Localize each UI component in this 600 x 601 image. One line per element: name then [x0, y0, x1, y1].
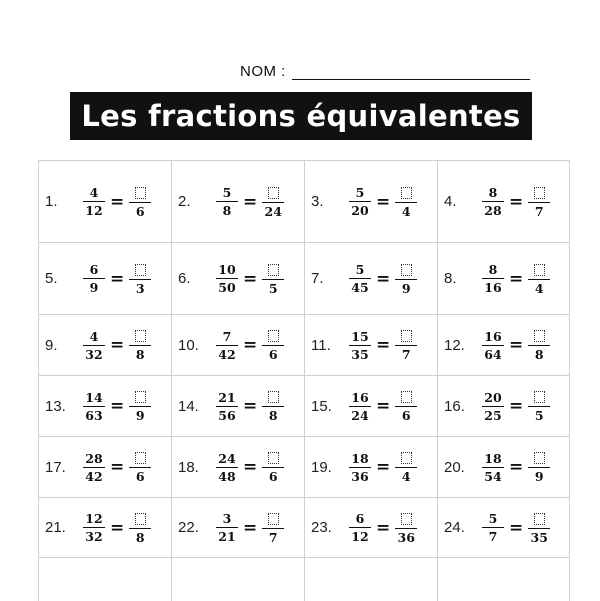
- fraction-bar: [528, 467, 550, 468]
- exercise-cell: [172, 161, 305, 243]
- equals-sign: =: [376, 517, 391, 538]
- fraction-equation: [482, 185, 550, 219]
- fraction-bar: [262, 528, 284, 529]
- answer-fraction: [395, 389, 417, 423]
- denominator: 9: [89, 280, 99, 295]
- given-fraction: [216, 451, 238, 484]
- equals-sign: =: [243, 517, 258, 538]
- given-fraction: [83, 511, 105, 544]
- exercise-number: 17.: [45, 458, 66, 476]
- denominator: 8: [534, 347, 544, 362]
- fraction-bar: [129, 528, 151, 529]
- fraction-equation: [482, 328, 550, 362]
- numerator: 20: [484, 389, 502, 405]
- fraction-bar: [129, 406, 151, 407]
- exercise-number: 22.: [178, 519, 199, 536]
- answer-box[interactable]: [135, 452, 146, 464]
- denominator: 7: [534, 203, 544, 219]
- answer-box[interactable]: [135, 187, 146, 199]
- denominator: 5: [268, 280, 278, 296]
- answer-box[interactable]: [268, 187, 279, 199]
- exercise-number: 1.: [45, 193, 58, 210]
- numerator: 18: [484, 450, 502, 466]
- fraction-bar: [83, 527, 105, 528]
- fraction-bar: [83, 406, 105, 407]
- answer-fraction: [129, 511, 151, 545]
- fraction-bar: [349, 345, 371, 346]
- fraction-bar: [349, 406, 371, 407]
- given-fraction: [83, 390, 105, 423]
- answer-box[interactable]: [401, 330, 412, 342]
- denominator: 8: [268, 408, 278, 423]
- answer-box[interactable]: [268, 391, 279, 403]
- denominator: 45: [351, 280, 369, 295]
- given-fraction: [482, 451, 504, 484]
- fraction-bar: [129, 279, 151, 280]
- denominator: 24: [351, 407, 369, 423]
- fraction-equation: [83, 185, 151, 219]
- given-fraction: [216, 329, 238, 362]
- answer-fraction: [395, 262, 417, 296]
- exercise-cell: [305, 243, 438, 315]
- exercise-number: 8.: [444, 270, 457, 287]
- fraction-bar: [262, 467, 284, 468]
- numerator: 21: [218, 389, 236, 405]
- answer-fraction: [395, 185, 417, 219]
- exercise-cell: [438, 437, 570, 498]
- answer-box[interactable]: [135, 330, 146, 342]
- given-fraction: [349, 390, 371, 423]
- denominator: 54: [484, 468, 502, 484]
- given-fraction: [83, 185, 105, 218]
- fraction-equation: [216, 450, 284, 484]
- fraction-bar: [216, 406, 238, 407]
- fraction-bar: [528, 528, 550, 529]
- fraction-bar: [482, 201, 504, 202]
- fraction-equation: [216, 511, 284, 545]
- exercise-cell: [438, 498, 570, 558]
- denominator: 12: [85, 203, 103, 218]
- name-blank-line[interactable]: [292, 65, 530, 80]
- answer-fraction: [528, 389, 550, 423]
- fraction-bar: [528, 202, 550, 203]
- given-fraction: [349, 329, 371, 362]
- answer-box[interactable]: [401, 513, 412, 525]
- given-fraction: [349, 262, 371, 295]
- fraction-bar: [482, 467, 504, 468]
- denominator: 4: [534, 280, 544, 296]
- denominator: 12: [351, 529, 369, 544]
- denominator: 5: [534, 408, 544, 423]
- exercise-cell: [438, 376, 570, 437]
- denominator: 4: [401, 469, 411, 484]
- denominator: 28: [484, 203, 502, 218]
- given-fraction: [482, 262, 504, 295]
- exercise-cell: [172, 315, 305, 376]
- fraction-bar: [129, 202, 151, 203]
- denominator: 20: [351, 203, 369, 218]
- numerator: 16: [351, 389, 369, 405]
- fraction-equation: [83, 511, 151, 545]
- given-fraction: [216, 390, 238, 423]
- exercise-number: 18.: [178, 458, 199, 476]
- denominator: 9: [401, 280, 411, 296]
- denominator: 25: [484, 407, 502, 423]
- fraction-equation: [216, 262, 284, 296]
- equals-sign: =: [376, 191, 391, 212]
- answer-box[interactable]: [135, 391, 146, 403]
- exercise-cell: [39, 498, 172, 558]
- answer-box[interactable]: [401, 391, 412, 403]
- answer-box[interactable]: [135, 513, 146, 525]
- exercise-number: 24.: [444, 519, 465, 536]
- fraction-bar: [395, 345, 417, 346]
- exercise-number: 9.: [45, 336, 58, 354]
- fraction-bar: [395, 406, 417, 407]
- equals-sign: =: [376, 457, 391, 477]
- equals-sign: =: [376, 268, 391, 289]
- denominator: 56: [218, 407, 236, 423]
- denominator: 9: [534, 469, 544, 484]
- fraction-bar: [129, 467, 151, 468]
- fraction-bar: [528, 345, 550, 346]
- denominator: 7: [488, 529, 498, 544]
- denominator: 6: [401, 408, 411, 423]
- numerator: 6: [89, 262, 99, 277]
- numerator: 10: [218, 262, 236, 277]
- exercise-cell: [305, 498, 438, 558]
- equals-sign: =: [110, 191, 125, 212]
- answer-fraction: [129, 262, 151, 296]
- given-fraction: [216, 185, 238, 218]
- worksheet-title: Les fractions équivalentes: [70, 92, 532, 140]
- fraction-bar: [262, 345, 284, 346]
- denominator: 36: [397, 529, 415, 545]
- numerator: 24: [218, 450, 236, 466]
- exercise-cell: [305, 437, 438, 498]
- fraction-bar: [482, 527, 504, 528]
- answer-fraction: [129, 328, 151, 362]
- fraction-bar: [395, 467, 417, 468]
- exercise-cell-cropped: [39, 558, 172, 601]
- exercise-number: 3.: [311, 193, 324, 210]
- exercise-number: 7.: [311, 270, 324, 287]
- fraction-bar: [349, 527, 371, 528]
- denominator: 6: [268, 347, 278, 362]
- numerator: 16: [484, 328, 502, 344]
- exercise-number: 21.: [45, 519, 66, 536]
- fraction-bar: [262, 406, 284, 407]
- numerator: 6: [355, 511, 365, 526]
- exercise-number: 19.: [311, 458, 332, 476]
- answer-box[interactable]: [401, 264, 412, 276]
- denominator: 21: [218, 529, 236, 544]
- answer-fraction: [528, 511, 550, 545]
- fraction-bar: [482, 345, 504, 346]
- equals-sign: =: [376, 396, 391, 416]
- numerator: 15: [351, 328, 369, 344]
- fraction-equation: [83, 450, 151, 484]
- equals-sign: =: [243, 396, 258, 416]
- fraction-equation: [482, 450, 550, 484]
- numerator: 14: [85, 389, 103, 405]
- exercise-number: 16.: [444, 397, 465, 415]
- numerator: 5: [355, 185, 365, 200]
- answer-box[interactable]: [401, 187, 412, 199]
- answer-box[interactable]: [534, 330, 545, 342]
- exercise-number: 23.: [311, 519, 332, 536]
- fraction-bar: [216, 467, 238, 468]
- numerator: 5: [355, 262, 365, 277]
- fraction-bar: [262, 279, 284, 280]
- answer-box[interactable]: [534, 187, 545, 199]
- answer-fraction: [528, 185, 550, 219]
- answer-fraction: [262, 511, 284, 545]
- exercise-number: 11.: [311, 336, 331, 354]
- exercise-cell: [305, 315, 438, 376]
- answer-box[interactable]: [135, 264, 146, 276]
- denominator: 42: [218, 346, 236, 362]
- given-fraction: [83, 262, 105, 295]
- denominator: 7: [401, 347, 411, 362]
- denominator: 16: [484, 280, 502, 295]
- fraction-equation: [349, 389, 417, 423]
- denominator: 32: [85, 346, 103, 362]
- exercise-cell-cropped: [172, 558, 305, 601]
- fraction-equation: [216, 389, 284, 423]
- exercise-cell: [438, 243, 570, 315]
- equals-sign: =: [509, 191, 524, 212]
- fraction-equation: [349, 511, 417, 545]
- given-fraction: [349, 511, 371, 544]
- fraction-bar: [83, 278, 105, 279]
- numerator: 3: [222, 511, 232, 526]
- denominator: 35: [351, 346, 369, 362]
- fraction-equation: [482, 511, 550, 545]
- exercise-cell: [172, 437, 305, 498]
- numerator: 4: [89, 185, 99, 200]
- denominator: 36: [351, 468, 369, 484]
- exercise-cell: [172, 498, 305, 558]
- exercise-cell: [438, 315, 570, 376]
- fraction-bar: [395, 202, 417, 203]
- exercise-number: 2.: [178, 193, 191, 210]
- fraction-equation: [482, 262, 550, 296]
- equals-sign: =: [509, 396, 524, 416]
- given-fraction: [482, 390, 504, 423]
- exercise-number: 10.: [178, 336, 199, 354]
- exercise-cell: [39, 437, 172, 498]
- denominator: 42: [85, 468, 103, 484]
- fraction-bar: [83, 345, 105, 346]
- equals-sign: =: [110, 517, 125, 538]
- fraction-bar: [395, 279, 417, 280]
- answer-fraction: [395, 328, 417, 362]
- equals-sign: =: [243, 268, 258, 289]
- exercise-number: 6.: [178, 270, 191, 287]
- exercise-number: 4.: [444, 193, 457, 210]
- exercise-cell-cropped: [305, 558, 438, 601]
- fraction-bar: [528, 406, 550, 407]
- numerator: 4: [89, 328, 99, 344]
- fraction-equation: [83, 389, 151, 423]
- fraction-bar: [482, 278, 504, 279]
- numerator: 8: [488, 185, 498, 200]
- fraction-bar: [482, 406, 504, 407]
- given-fraction: [349, 185, 371, 218]
- answer-fraction: [129, 185, 151, 219]
- exercise-grid: [38, 160, 570, 601]
- answer-fraction: [262, 185, 284, 219]
- denominator: 32: [85, 529, 103, 544]
- fraction-bar: [262, 202, 284, 203]
- given-fraction: [216, 262, 238, 295]
- denominator: 8: [135, 529, 145, 545]
- given-fraction: [482, 185, 504, 218]
- fraction-bar: [83, 467, 105, 468]
- answer-box[interactable]: [534, 452, 545, 464]
- given-fraction: [83, 329, 105, 362]
- equals-sign: =: [509, 335, 524, 355]
- denominator: 9: [135, 408, 145, 423]
- numerator: 18: [351, 450, 369, 466]
- fraction-bar: [129, 345, 151, 346]
- answer-fraction: [528, 450, 550, 484]
- exercise-number: 13.: [45, 397, 66, 415]
- exercise-cell: [39, 243, 172, 315]
- answer-box[interactable]: [401, 452, 412, 464]
- fraction-bar: [216, 345, 238, 346]
- denominator: 3: [135, 280, 145, 296]
- fraction-equation: [83, 262, 151, 296]
- answer-box[interactable]: [268, 513, 279, 525]
- exercise-cell: [39, 161, 172, 243]
- name-field: [240, 56, 530, 80]
- answer-box[interactable]: [268, 452, 279, 464]
- answer-fraction: [395, 511, 417, 545]
- fraction-bar: [395, 528, 417, 529]
- equals-sign: =: [110, 335, 125, 355]
- equals-sign: =: [243, 191, 258, 212]
- denominator: 6: [135, 203, 145, 219]
- denominator: 63: [85, 407, 103, 423]
- denominator: 50: [218, 280, 236, 295]
- denominator: 64: [484, 346, 502, 362]
- equals-sign: =: [243, 335, 258, 355]
- answer-fraction: [262, 389, 284, 423]
- fraction-bar: [83, 201, 105, 202]
- exercise-cell: [172, 243, 305, 315]
- fraction-bar: [216, 201, 238, 202]
- exercise-cell: [39, 376, 172, 437]
- denominator: 4: [401, 203, 411, 219]
- equals-sign: =: [509, 457, 524, 477]
- answer-fraction: [262, 262, 284, 296]
- answer-box[interactable]: [534, 391, 545, 403]
- given-fraction: [349, 451, 371, 484]
- fraction-equation: [349, 185, 417, 219]
- denominator: 48: [218, 468, 236, 484]
- fraction-equation: [216, 328, 284, 362]
- fraction-equation: [349, 262, 417, 296]
- equals-sign: =: [110, 396, 125, 416]
- denominator: 8: [222, 203, 232, 218]
- answer-fraction: [395, 450, 417, 484]
- fraction-equation: [482, 389, 550, 423]
- fraction-equation: [216, 185, 284, 219]
- denominator: 6: [135, 469, 145, 484]
- fraction-equation: [349, 450, 417, 484]
- denominator: 7: [268, 529, 278, 545]
- denominator: 6: [268, 469, 278, 484]
- equals-sign: =: [243, 457, 258, 477]
- equals-sign: =: [110, 268, 125, 289]
- denominator: 24: [264, 203, 282, 219]
- exercise-number: 15.: [311, 397, 332, 415]
- exercise-cell: [172, 376, 305, 437]
- fraction-bar: [528, 279, 550, 280]
- numerator: 5: [222, 185, 232, 200]
- exercise-cell: [305, 376, 438, 437]
- name-label: NOM :: [240, 63, 286, 80]
- answer-fraction: [129, 450, 151, 484]
- answer-fraction: [528, 328, 550, 362]
- equals-sign: =: [509, 268, 524, 289]
- answer-box[interactable]: [268, 264, 279, 276]
- answer-fraction: [129, 389, 151, 423]
- denominator: 8: [135, 347, 145, 362]
- answer-box[interactable]: [534, 264, 545, 276]
- equals-sign: =: [110, 457, 125, 477]
- numerator: 12: [85, 511, 103, 526]
- fraction-bar: [349, 467, 371, 468]
- equals-sign: =: [509, 517, 524, 538]
- denominator: 35: [530, 529, 548, 545]
- numerator: 7: [222, 328, 232, 344]
- exercise-number: 20.: [444, 458, 465, 476]
- answer-box[interactable]: [534, 513, 545, 525]
- fraction-bar: [349, 201, 371, 202]
- exercise-number: 5.: [45, 270, 58, 287]
- exercise-cell-cropped: [438, 558, 570, 601]
- fraction-bar: [216, 527, 238, 528]
- answer-fraction: [262, 450, 284, 484]
- numerator: 5: [488, 511, 498, 526]
- given-fraction: [216, 511, 238, 544]
- exercise-number: 12.: [444, 336, 465, 354]
- exercise-number: 14.: [178, 397, 199, 415]
- fraction-equation: [349, 328, 417, 362]
- given-fraction: [482, 329, 504, 362]
- fraction-bar: [349, 278, 371, 279]
- answer-fraction: [528, 262, 550, 296]
- exercise-cell: [438, 161, 570, 243]
- fraction-equation: [83, 328, 151, 362]
- exercise-cell: [305, 161, 438, 243]
- numerator: 8: [488, 262, 498, 277]
- answer-box[interactable]: [268, 330, 279, 342]
- fraction-bar: [216, 278, 238, 279]
- equals-sign: =: [376, 335, 391, 355]
- answer-fraction: [262, 328, 284, 362]
- exercise-cell: [39, 315, 172, 376]
- given-fraction: [482, 511, 504, 544]
- numerator: 28: [85, 450, 103, 466]
- given-fraction: [83, 451, 105, 484]
